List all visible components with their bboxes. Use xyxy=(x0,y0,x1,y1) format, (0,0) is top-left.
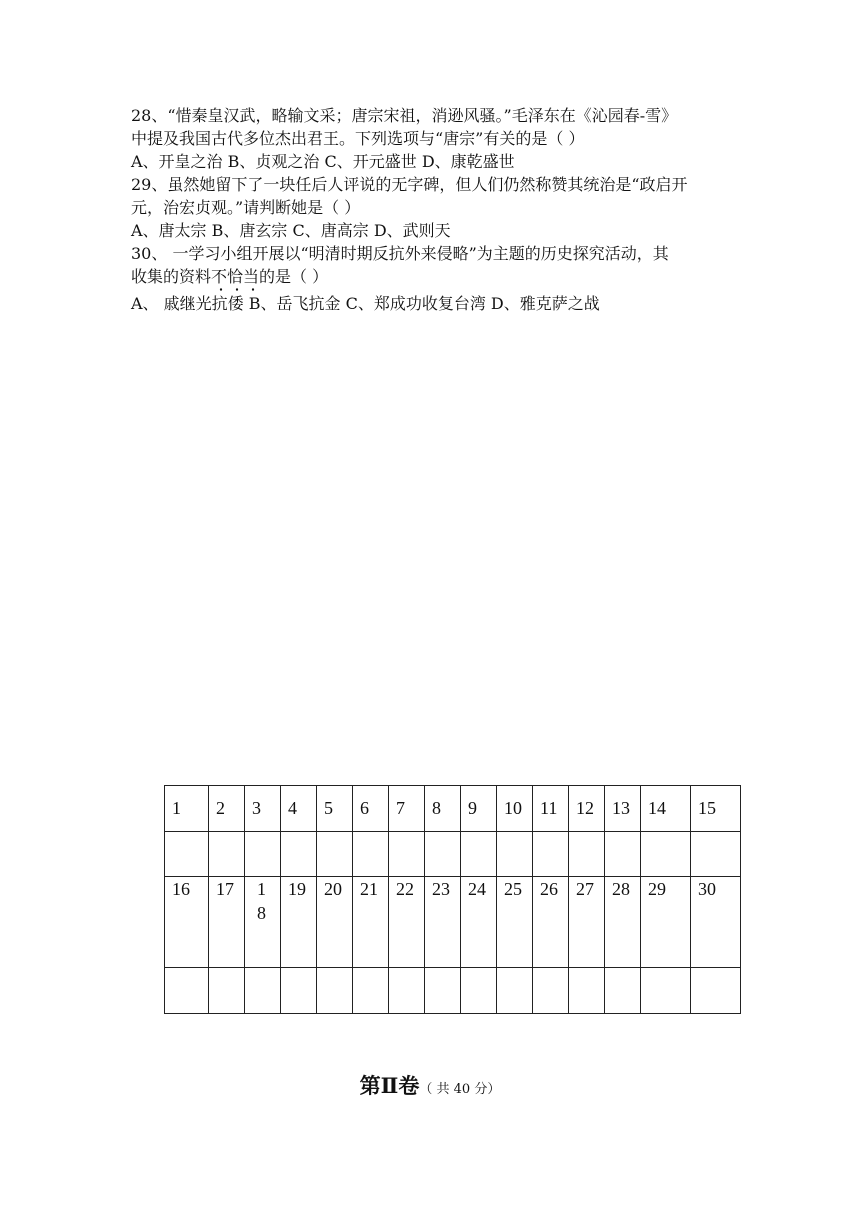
number-cell: 24 xyxy=(461,877,497,968)
answer-cell[interactable] xyxy=(317,832,353,877)
answer-cell[interactable] xyxy=(641,832,691,877)
answer-cell[interactable] xyxy=(353,832,389,877)
answer-cell[interactable] xyxy=(691,968,741,1014)
number-cell-wrapped: 18 xyxy=(257,879,266,923)
answer-cell[interactable] xyxy=(165,832,209,877)
answer-cell[interactable] xyxy=(605,832,641,877)
answer-cell[interactable] xyxy=(209,832,245,877)
number-cell: 13 xyxy=(605,786,641,832)
number-cell: 9 xyxy=(461,786,497,832)
answer-cell[interactable] xyxy=(245,832,281,877)
answer-cell[interactable] xyxy=(497,968,533,1014)
answer-cell[interactable] xyxy=(691,832,741,877)
number-cell: 29 xyxy=(641,877,691,968)
q28-line2: 中提及我国古代多位杰出君王。下列选项与“唐宗”有关的是（ ） xyxy=(131,129,585,148)
q29-line1: 29、虽然她留下了一块任后人评说的无字碑，但人们仍然称赞其统治是“政启开 xyxy=(131,175,688,194)
number-cell: 12 xyxy=(569,786,605,832)
answer-cell[interactable] xyxy=(281,832,317,877)
q30-options: A、 戚继光抗倭 B、岳飞抗金 C、郑成功收复台湾 D、雅克萨之战 xyxy=(131,294,600,313)
answer-cell[interactable] xyxy=(209,968,245,1014)
q28-line1: 28、“惜秦皇汉武，略输文采；唐宗宋祖，消逊风骚。”毛泽东在《沁园春-雪》 xyxy=(131,106,678,125)
answer-number-row xyxy=(165,877,741,968)
number-cell: 23 xyxy=(425,877,461,968)
answer-cell[interactable] xyxy=(533,968,569,1014)
number-cell: 5 xyxy=(317,786,353,832)
number-cell: 21 xyxy=(353,877,389,968)
section-subtitle: （ 共 40 分） xyxy=(419,1082,501,1097)
number-cell: 1 xyxy=(165,786,209,832)
answer-blank-row xyxy=(165,832,741,877)
answer-cell[interactable] xyxy=(245,968,281,1014)
number-cell: 10 xyxy=(497,786,533,832)
answer-cell[interactable] xyxy=(605,968,641,1014)
q30-emphasis: 不恰当 xyxy=(211,267,260,286)
answer-cell[interactable] xyxy=(389,968,425,1014)
number-cell: 14 xyxy=(641,786,691,832)
answer-cell[interactable] xyxy=(353,968,389,1014)
answer-blank-row xyxy=(165,968,741,1014)
answer-cell[interactable] xyxy=(461,968,497,1014)
number-cell: 27 xyxy=(569,877,605,968)
section-heading xyxy=(0,1070,860,1100)
number-cell: 4 xyxy=(281,786,317,832)
number-cell: 28 xyxy=(605,877,641,968)
q30-line2 xyxy=(131,265,731,288)
number-cell: 16 xyxy=(165,877,209,968)
section-title: 第Ⅱ卷 xyxy=(359,1073,420,1098)
number-cell: 6 xyxy=(353,786,389,832)
number-cell: 20 xyxy=(317,877,353,968)
q30-line1: 30、 一学习小组开展以“明清时期反抗外来侵略”为主题的历史探究活动，其 xyxy=(131,244,669,263)
number-cell: 25 xyxy=(497,877,533,968)
number-cell: 8 xyxy=(425,786,461,832)
answer-cell[interactable] xyxy=(569,832,605,877)
q29-line2: 元，治宏贞观。”请判断她是（ ） xyxy=(131,198,361,217)
answer-number-row xyxy=(165,786,741,832)
answer-cell[interactable] xyxy=(425,968,461,1014)
answer-cell[interactable] xyxy=(281,968,317,1014)
q30-line2-post: 的是（ ） xyxy=(259,267,329,286)
q29-options: A、唐太宗 B、唐玄宗 C、唐高宗 D、武则天 xyxy=(131,221,451,240)
answer-cell[interactable] xyxy=(317,968,353,1014)
q30-line2-pre: 收集的资料 xyxy=(131,267,212,286)
answer-cell[interactable] xyxy=(641,968,691,1014)
number-cell: 19 xyxy=(281,877,317,968)
number-cell: 15 xyxy=(691,786,741,832)
number-cell xyxy=(245,877,281,968)
answer-cell[interactable] xyxy=(165,968,209,1014)
answer-cell[interactable] xyxy=(389,832,425,877)
number-cell: 7 xyxy=(389,786,425,832)
number-cell: 2 xyxy=(209,786,245,832)
answer-cell[interactable] xyxy=(569,968,605,1014)
answer-table xyxy=(164,785,741,1014)
number-cell: 30 xyxy=(691,877,741,968)
number-cell: 26 xyxy=(533,877,569,968)
number-cell: 22 xyxy=(389,877,425,968)
number-cell: 11 xyxy=(533,786,569,832)
answer-cell[interactable] xyxy=(497,832,533,877)
answer-cell[interactable] xyxy=(461,832,497,877)
number-cell: 17 xyxy=(209,877,245,968)
answer-cell[interactable] xyxy=(533,832,569,877)
number-cell: 3 xyxy=(245,786,281,832)
q28-options: A、开皇之治 B、贞观之治 C、开元盛世 D、康乾盛世 xyxy=(131,152,515,171)
answer-cell[interactable] xyxy=(425,832,461,877)
